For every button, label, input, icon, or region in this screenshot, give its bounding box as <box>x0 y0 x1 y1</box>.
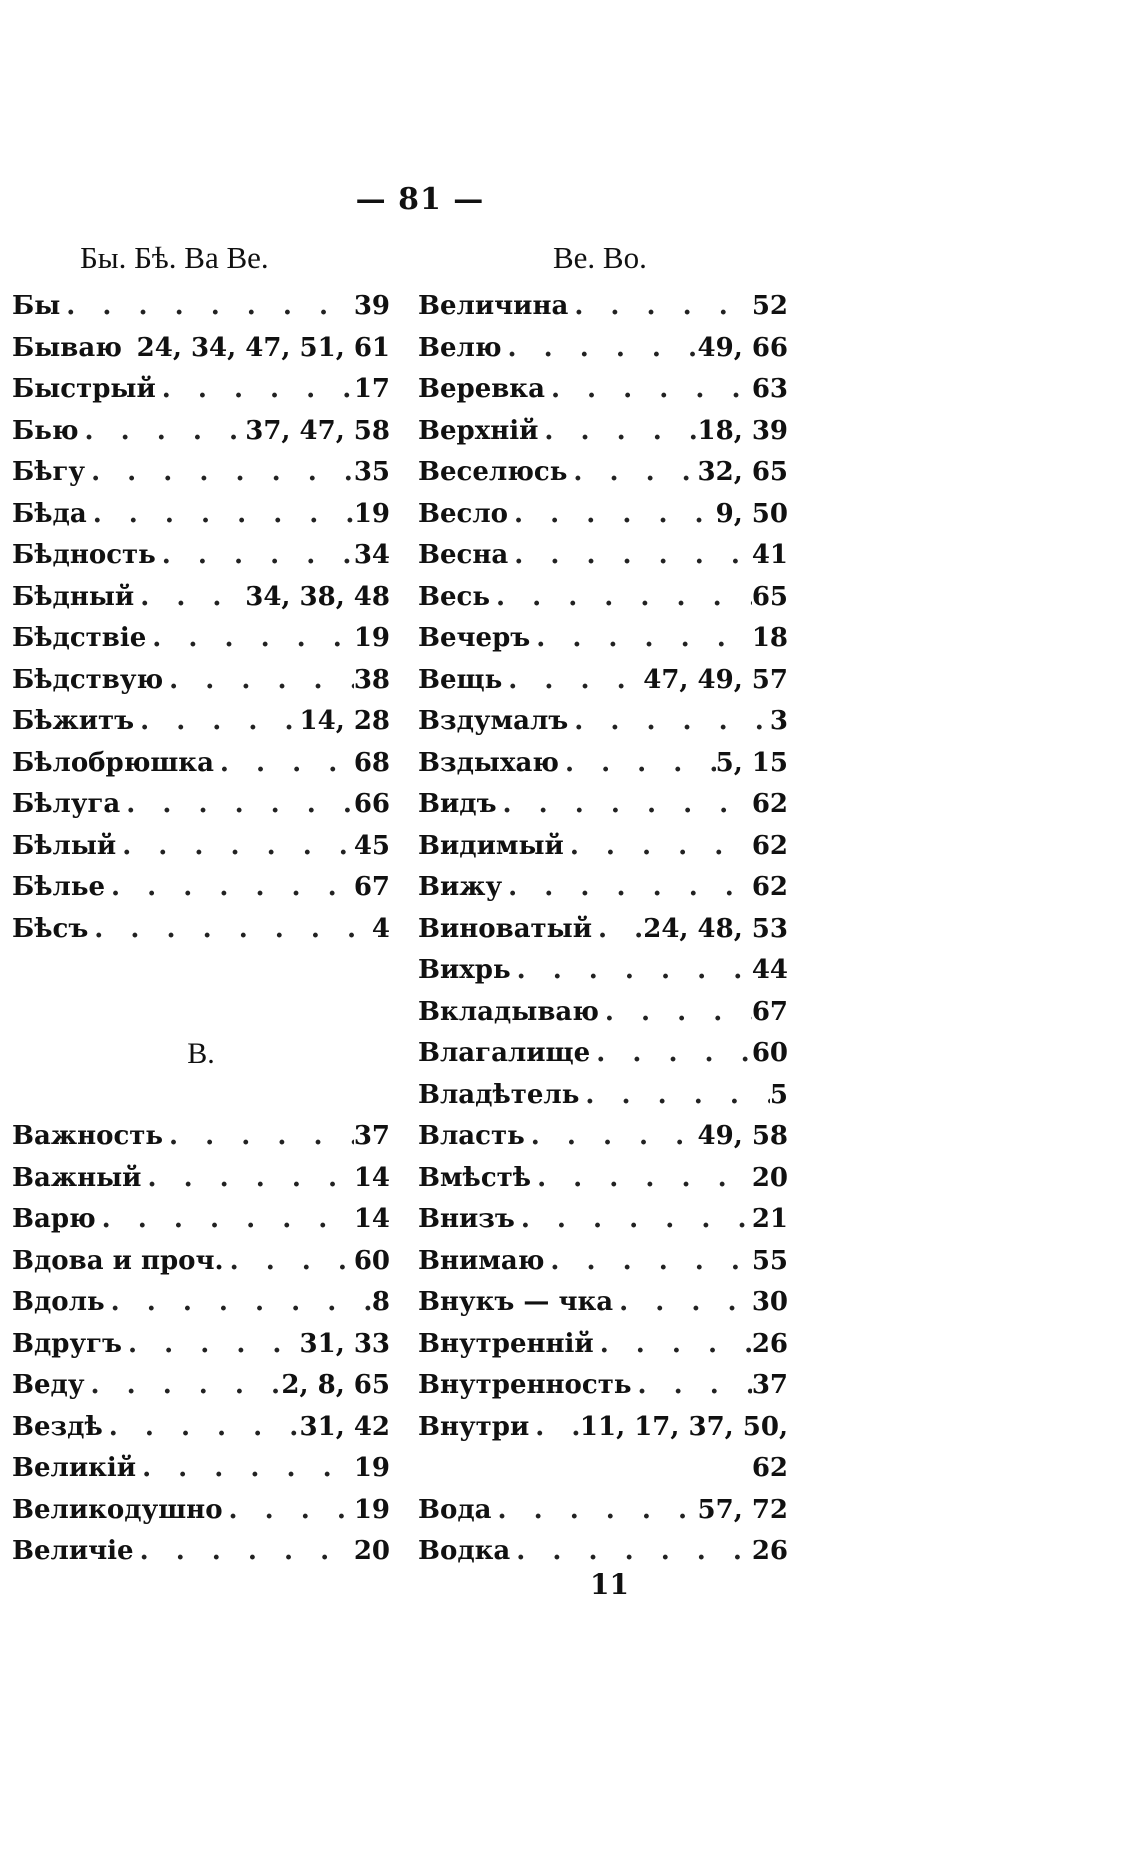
left-column <box>12 286 390 1573</box>
leader-dots <box>502 328 698 370</box>
entry-page-refs: 38 <box>353 664 390 695</box>
entry-word: Водка <box>418 1536 511 1566</box>
leader-dots <box>579 1075 770 1117</box>
index-entry <box>418 784 788 826</box>
leader-dots <box>502 867 752 909</box>
leader-dots <box>599 992 752 1034</box>
index-entry <box>12 660 390 702</box>
entry-word: Верхній <box>418 415 539 446</box>
index-entry <box>12 1282 390 1324</box>
entry-page-refs: 41 <box>751 540 788 570</box>
index-entry <box>12 494 390 536</box>
index-entry <box>12 1324 390 1366</box>
leader-dots <box>559 743 716 785</box>
index-entry <box>418 660 788 702</box>
entry-page-refs: 37 <box>353 1121 390 1151</box>
leader-dots <box>224 1241 354 1283</box>
entry-word: Важный <box>12 1162 142 1193</box>
leader-dots <box>502 660 643 702</box>
entry-word: Весь <box>418 581 490 612</box>
index-entry <box>418 1407 788 1449</box>
leader-dots <box>146 618 354 660</box>
index-entry <box>12 577 390 619</box>
entry-page-refs: 67 <box>353 872 390 902</box>
entry-word: Бѣгу <box>12 457 86 487</box>
index-entry <box>12 328 390 370</box>
entry-page-refs: 37 <box>751 1370 788 1400</box>
entry-word: Видъ <box>418 789 497 819</box>
leader-dots <box>85 452 354 494</box>
index-entry <box>418 1448 788 1490</box>
index-entry <box>418 577 788 619</box>
entry-word: Вздумалъ <box>418 706 569 736</box>
entry-word: Весна <box>418 540 509 570</box>
entry-page-refs: 19 <box>353 1494 390 1525</box>
entry-word: Вижу <box>418 872 503 902</box>
leader-dots <box>515 1199 752 1241</box>
entry-page-refs: 60 <box>751 1038 788 1068</box>
leader-dots <box>60 286 354 328</box>
index-entry <box>418 452 788 494</box>
entry-word: Варю <box>12 1204 96 1234</box>
leader-dots <box>530 618 752 660</box>
entry-page-refs: 14, 28 <box>299 706 390 736</box>
entry-page-refs: 19 <box>353 623 390 653</box>
entry-word: Бѣлуга <box>12 789 121 819</box>
entry-word: Внизъ <box>418 1204 515 1234</box>
entry-word: Вдругъ <box>12 1328 123 1359</box>
entry-page-refs: 47, 49, 57 <box>643 664 788 695</box>
entry-page-refs: 37, 47, 58 <box>245 415 390 446</box>
entry-word: Бы <box>12 291 61 321</box>
leader-dots <box>105 867 354 909</box>
index-entry <box>418 1490 788 1532</box>
index-entry <box>12 1490 390 1532</box>
entry-page-refs: 8 <box>371 1287 390 1317</box>
entry-page-refs: 63 <box>751 374 788 404</box>
entry-page-refs: 4 <box>371 913 390 944</box>
entry-page-refs: 21 <box>751 1204 788 1234</box>
leader-dots <box>497 784 752 826</box>
index-entry <box>418 1324 788 1366</box>
index-entry <box>12 1116 390 1158</box>
index-entry <box>418 411 788 453</box>
entry-page-refs: 19 <box>353 498 390 529</box>
index-entry <box>418 1158 788 1200</box>
entry-page-refs: 52 <box>751 291 788 321</box>
entry-page-refs: 14 <box>353 1204 390 1234</box>
leader-dots <box>105 1282 372 1324</box>
entry-word: Велю <box>418 332 502 363</box>
leader-dots <box>134 577 245 619</box>
leader-dots <box>568 701 770 743</box>
entry-page-refs: 18, 39 <box>697 415 788 446</box>
entry-page-refs: 26 <box>751 1536 788 1566</box>
entry-page-refs: 62 <box>751 789 788 819</box>
entry-page-refs: 60 <box>353 1245 390 1276</box>
entry-page-refs: 11, 17, 37, 50, <box>579 1411 788 1442</box>
entry-page-refs: 30 <box>751 1287 788 1317</box>
index-entry <box>418 1075 788 1117</box>
entry-word: Внутренность <box>418 1370 632 1400</box>
leader-dots <box>538 411 697 453</box>
index-entry <box>418 992 788 1034</box>
leader-dots <box>85 1365 282 1407</box>
entry-word: Вкладываю <box>418 996 599 1027</box>
entry-word: Великій <box>12 1453 137 1483</box>
entry-page-refs: 35 <box>353 457 390 487</box>
index-entry <box>12 369 390 411</box>
index-entry <box>418 535 788 577</box>
entry-word: Веревка <box>418 374 545 404</box>
entry-page-refs: 32, 65 <box>697 457 788 487</box>
leader-dots <box>631 1365 751 1407</box>
entry-page-refs: 24, 34, 47, 51, 61 <box>136 332 390 363</box>
blank-line <box>12 950 390 992</box>
index-entry <box>12 867 390 909</box>
entry-page-refs: 39 <box>353 291 390 321</box>
section-letter-header: В. <box>187 1037 215 1070</box>
entry-page-refs: 44 <box>751 955 788 985</box>
index-entry <box>418 909 788 951</box>
leader-dots <box>490 577 752 619</box>
page-number: — 81 — <box>355 182 485 217</box>
leader-dots <box>79 411 246 453</box>
entry-word: Бѣдный <box>12 581 135 612</box>
entry-page-refs: 20 <box>751 1162 788 1193</box>
entry-page-refs: 62 <box>751 830 788 861</box>
leader-dots <box>510 1531 752 1573</box>
entry-word: Вода <box>418 1494 492 1525</box>
leader-dots <box>531 1158 752 1200</box>
leader-dots <box>156 535 354 577</box>
index-entry <box>12 535 390 577</box>
entry-word: Владѣтель <box>418 1079 580 1110</box>
index-entry <box>12 1241 390 1283</box>
entry-word: Весло <box>418 498 509 529</box>
entry-page-refs: 19 <box>353 1453 390 1483</box>
index-entry <box>418 494 788 536</box>
entry-page-refs: 68 <box>353 747 390 778</box>
entry-word: Бѣда <box>12 498 87 529</box>
leader-dots <box>564 826 752 868</box>
index-entry <box>12 784 390 826</box>
entry-word: Видимый <box>418 830 564 861</box>
entry-word: Бѣдствіе <box>12 623 147 653</box>
entry-word: Бѣсъ <box>12 913 89 944</box>
leader-dots <box>567 452 697 494</box>
entry-page-refs: 14 <box>353 1162 390 1193</box>
leader-dots <box>568 286 751 328</box>
printer-signature: 11 <box>590 1568 629 1601</box>
entry-page-refs: 31, 42 <box>299 1411 390 1442</box>
entry-page-refs: 67 <box>751 996 788 1027</box>
leader-dots <box>87 494 354 536</box>
index-entry <box>418 1241 788 1283</box>
leader-dots <box>508 535 752 577</box>
entry-word: Внутренній <box>418 1328 594 1359</box>
leader-dots <box>592 909 643 951</box>
entry-word: Вездѣ <box>12 1411 103 1442</box>
index-entry <box>12 1199 390 1241</box>
index-entry <box>12 1158 390 1200</box>
entry-page-refs: 49, 66 <box>697 332 788 363</box>
entry-word: Бѣжитъ <box>12 706 135 736</box>
entry-word: Веселюсь <box>418 457 568 487</box>
blank-line <box>12 1075 390 1117</box>
entry-word: Бѣдствую <box>12 664 164 695</box>
entry-page-refs: 18 <box>751 623 788 653</box>
index-entry <box>418 1531 788 1573</box>
entry-page-refs: 49, 58 <box>697 1121 788 1151</box>
entry-word: Быстрый <box>12 374 156 404</box>
entry-word: Вдоль <box>12 1287 105 1317</box>
leader-dots <box>122 1324 300 1366</box>
leader-dots <box>88 909 372 951</box>
index-entry <box>418 369 788 411</box>
entry-word: Вещь <box>418 664 503 695</box>
entry-page-refs: 20 <box>353 1536 390 1566</box>
leader-dots <box>525 1116 698 1158</box>
leader-dots <box>492 1490 698 1532</box>
entry-word: Бѣлье <box>12 872 106 902</box>
index-entry <box>418 950 788 992</box>
index-entry <box>12 701 390 743</box>
index-entry <box>12 743 390 785</box>
leader-dots <box>163 1116 354 1158</box>
right-column-header: Ве. Во. <box>553 240 647 275</box>
index-entry <box>418 286 788 328</box>
entry-word: Власть <box>418 1121 525 1151</box>
index-entry <box>418 743 788 785</box>
blank-line <box>12 992 390 1034</box>
entry-word: Вечеръ <box>418 623 531 653</box>
index-entry <box>418 867 788 909</box>
leader-dots <box>116 826 354 868</box>
index-entry <box>418 328 788 370</box>
index-entry <box>12 452 390 494</box>
entry-word: Вихрь <box>418 955 511 985</box>
leader-dots <box>96 1199 354 1241</box>
entry-page-refs: 5 <box>769 1079 788 1110</box>
entry-word: Бѣлый <box>12 830 117 861</box>
entry-word: Внукъ — чка <box>418 1287 614 1317</box>
entry-word: Бываю <box>12 332 122 363</box>
index-entry <box>12 1448 390 1490</box>
index-entry <box>418 1116 788 1158</box>
leader-dots <box>214 743 354 785</box>
entry-page-refs: 34, 38, 48 <box>245 581 390 612</box>
entry-page-refs: 34 <box>353 540 390 570</box>
entry-word: Величіе <box>12 1536 134 1566</box>
index-entry <box>12 826 390 868</box>
right-column <box>418 286 788 1573</box>
index-entry <box>12 1531 390 1573</box>
index-entry <box>12 411 390 453</box>
entry-page-refs: 57, 72 <box>697 1494 788 1525</box>
leader-dots <box>163 660 354 702</box>
entry-word: Бѣлобрюшка <box>12 747 214 778</box>
leader-dots <box>141 1158 353 1200</box>
leader-dots <box>511 950 752 992</box>
entry-page-refs: 24, 48, 53 <box>643 913 788 944</box>
index-entry <box>12 618 390 660</box>
entry-page-refs: 66 <box>353 789 390 819</box>
leader-dots <box>223 1490 354 1532</box>
index-entry <box>12 909 390 951</box>
entry-word: Внимаю <box>418 1245 545 1276</box>
index-entry <box>418 618 788 660</box>
index-entry <box>12 1407 390 1449</box>
entry-page-refs: 45 <box>353 830 390 861</box>
entry-word: Внутри <box>418 1411 530 1442</box>
entry-word: Виноватый <box>418 913 593 944</box>
leader-dots <box>590 1033 752 1075</box>
entry-page-refs: 65 <box>751 581 788 612</box>
entry-word: Вдова и проч. <box>12 1245 224 1276</box>
entry-word: Веду <box>12 1370 85 1400</box>
leader-dots <box>545 369 752 411</box>
leader-dots <box>156 369 354 411</box>
entry-page-refs: 26 <box>751 1328 788 1359</box>
entry-word: Бью <box>12 415 79 446</box>
index-entry <box>418 1365 788 1407</box>
leader-dots <box>508 494 716 536</box>
entry-word: Вздыхаю <box>418 747 559 778</box>
index-entry <box>418 826 788 868</box>
leader-dots <box>529 1407 580 1449</box>
leader-dots <box>134 701 299 743</box>
leader-dots <box>544 1241 751 1283</box>
leader-dots <box>136 1448 354 1490</box>
entry-word: Вмѣстѣ <box>418 1162 532 1193</box>
entry-page-refs: 55 <box>751 1245 788 1276</box>
entry-word: Важность <box>12 1121 164 1151</box>
entry-word: Влагалище <box>418 1038 591 1068</box>
entry-page-refs: 62 <box>751 1453 788 1483</box>
index-entry <box>418 1282 788 1324</box>
leader-dots <box>120 784 354 826</box>
entry-page-refs: 9, 50 <box>715 498 788 529</box>
entry-page-refs: 5, 15 <box>715 747 788 778</box>
index-entry <box>418 701 788 743</box>
leader-dots <box>613 1282 752 1324</box>
entry-word: Великодушно <box>12 1494 223 1525</box>
index-entry <box>12 1365 390 1407</box>
index-entry <box>418 1199 788 1241</box>
index-entry <box>12 286 390 328</box>
entry-word: Величина <box>418 291 569 321</box>
leader-dots <box>134 1531 354 1573</box>
leader-dots <box>103 1407 300 1449</box>
entry-page-refs: 31, 33 <box>299 1328 390 1359</box>
entry-page-refs: 17 <box>353 374 390 404</box>
entry-page-refs: 3 <box>769 706 788 736</box>
entry-page-refs: 62 <box>751 872 788 902</box>
leader-dots <box>594 1324 752 1366</box>
entry-page-refs: 2, 8, 65 <box>281 1370 390 1400</box>
entry-word: Бѣдность <box>12 540 156 570</box>
index-entry <box>418 1033 788 1075</box>
left-column-header: Бы. Бѣ. Ва Ве. <box>80 240 269 275</box>
